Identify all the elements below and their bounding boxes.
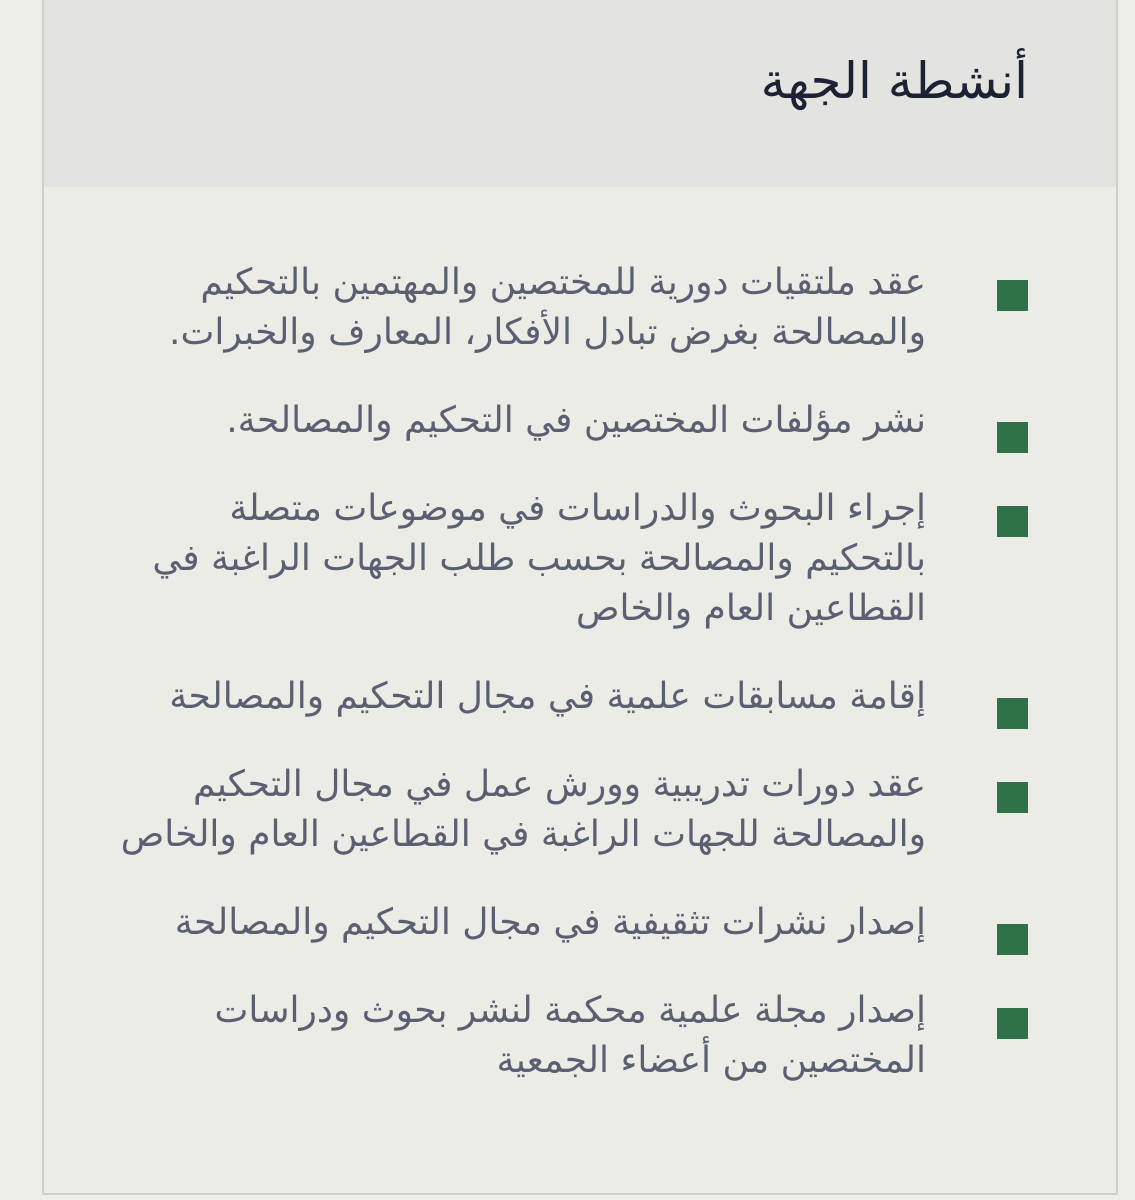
activity-item <box>44 672 1116 722</box>
activity-text: عقد ملتقيات دورية للمختصين والمهتمين بالتحكيم والمصالحة بغرض تبادل الأفكار، المعارف والخبرات. <box>169 262 926 353</box>
activity-item <box>44 484 1116 634</box>
activity-text: إجراء البحوث والدراسات في موضوعات متصلة بالتحكيم والمصالحة بحسب طلب الجهات الراغبة في القطاعين العام والخاص <box>152 488 926 629</box>
activity-text: إقامة مسابقات علمية في مجال التحكيم والمصالحة <box>169 676 926 717</box>
square-bullet-icon <box>997 280 1028 311</box>
square-bullet-icon <box>997 924 1028 955</box>
activity-text: عقد دورات تدريبية وورش عمل في مجال التحكيم والمصالحة للجهات الراغبة في القطاعين العام والخاص <box>120 764 926 855</box>
square-bullet-icon <box>997 782 1028 813</box>
activity-item <box>44 760 1116 860</box>
activities-panel <box>42 0 1118 1195</box>
square-bullet-icon <box>997 506 1028 537</box>
activity-text: إصدار نشرات تثقيفية في مجال التحكيم والمصالحة <box>174 902 926 943</box>
activity-text: نشر مؤلفات المختصين في التحكيم والمصالحة. <box>226 400 926 441</box>
panel-header <box>44 0 1116 187</box>
square-bullet-icon <box>997 1008 1028 1039</box>
activity-text: إصدار مجلة علمية محكمة لنشر بحوث ودراسات المختصين من أعضاء الجمعية <box>214 990 926 1081</box>
square-bullet-icon <box>997 422 1028 453</box>
activity-item <box>44 898 1116 948</box>
section-title: أنشطة الجهة <box>760 52 1028 110</box>
square-bullet-icon <box>997 698 1028 729</box>
activity-item <box>44 396 1116 446</box>
activity-item <box>44 258 1116 358</box>
activity-item <box>44 986 1116 1086</box>
activities-list <box>44 258 1116 1124</box>
